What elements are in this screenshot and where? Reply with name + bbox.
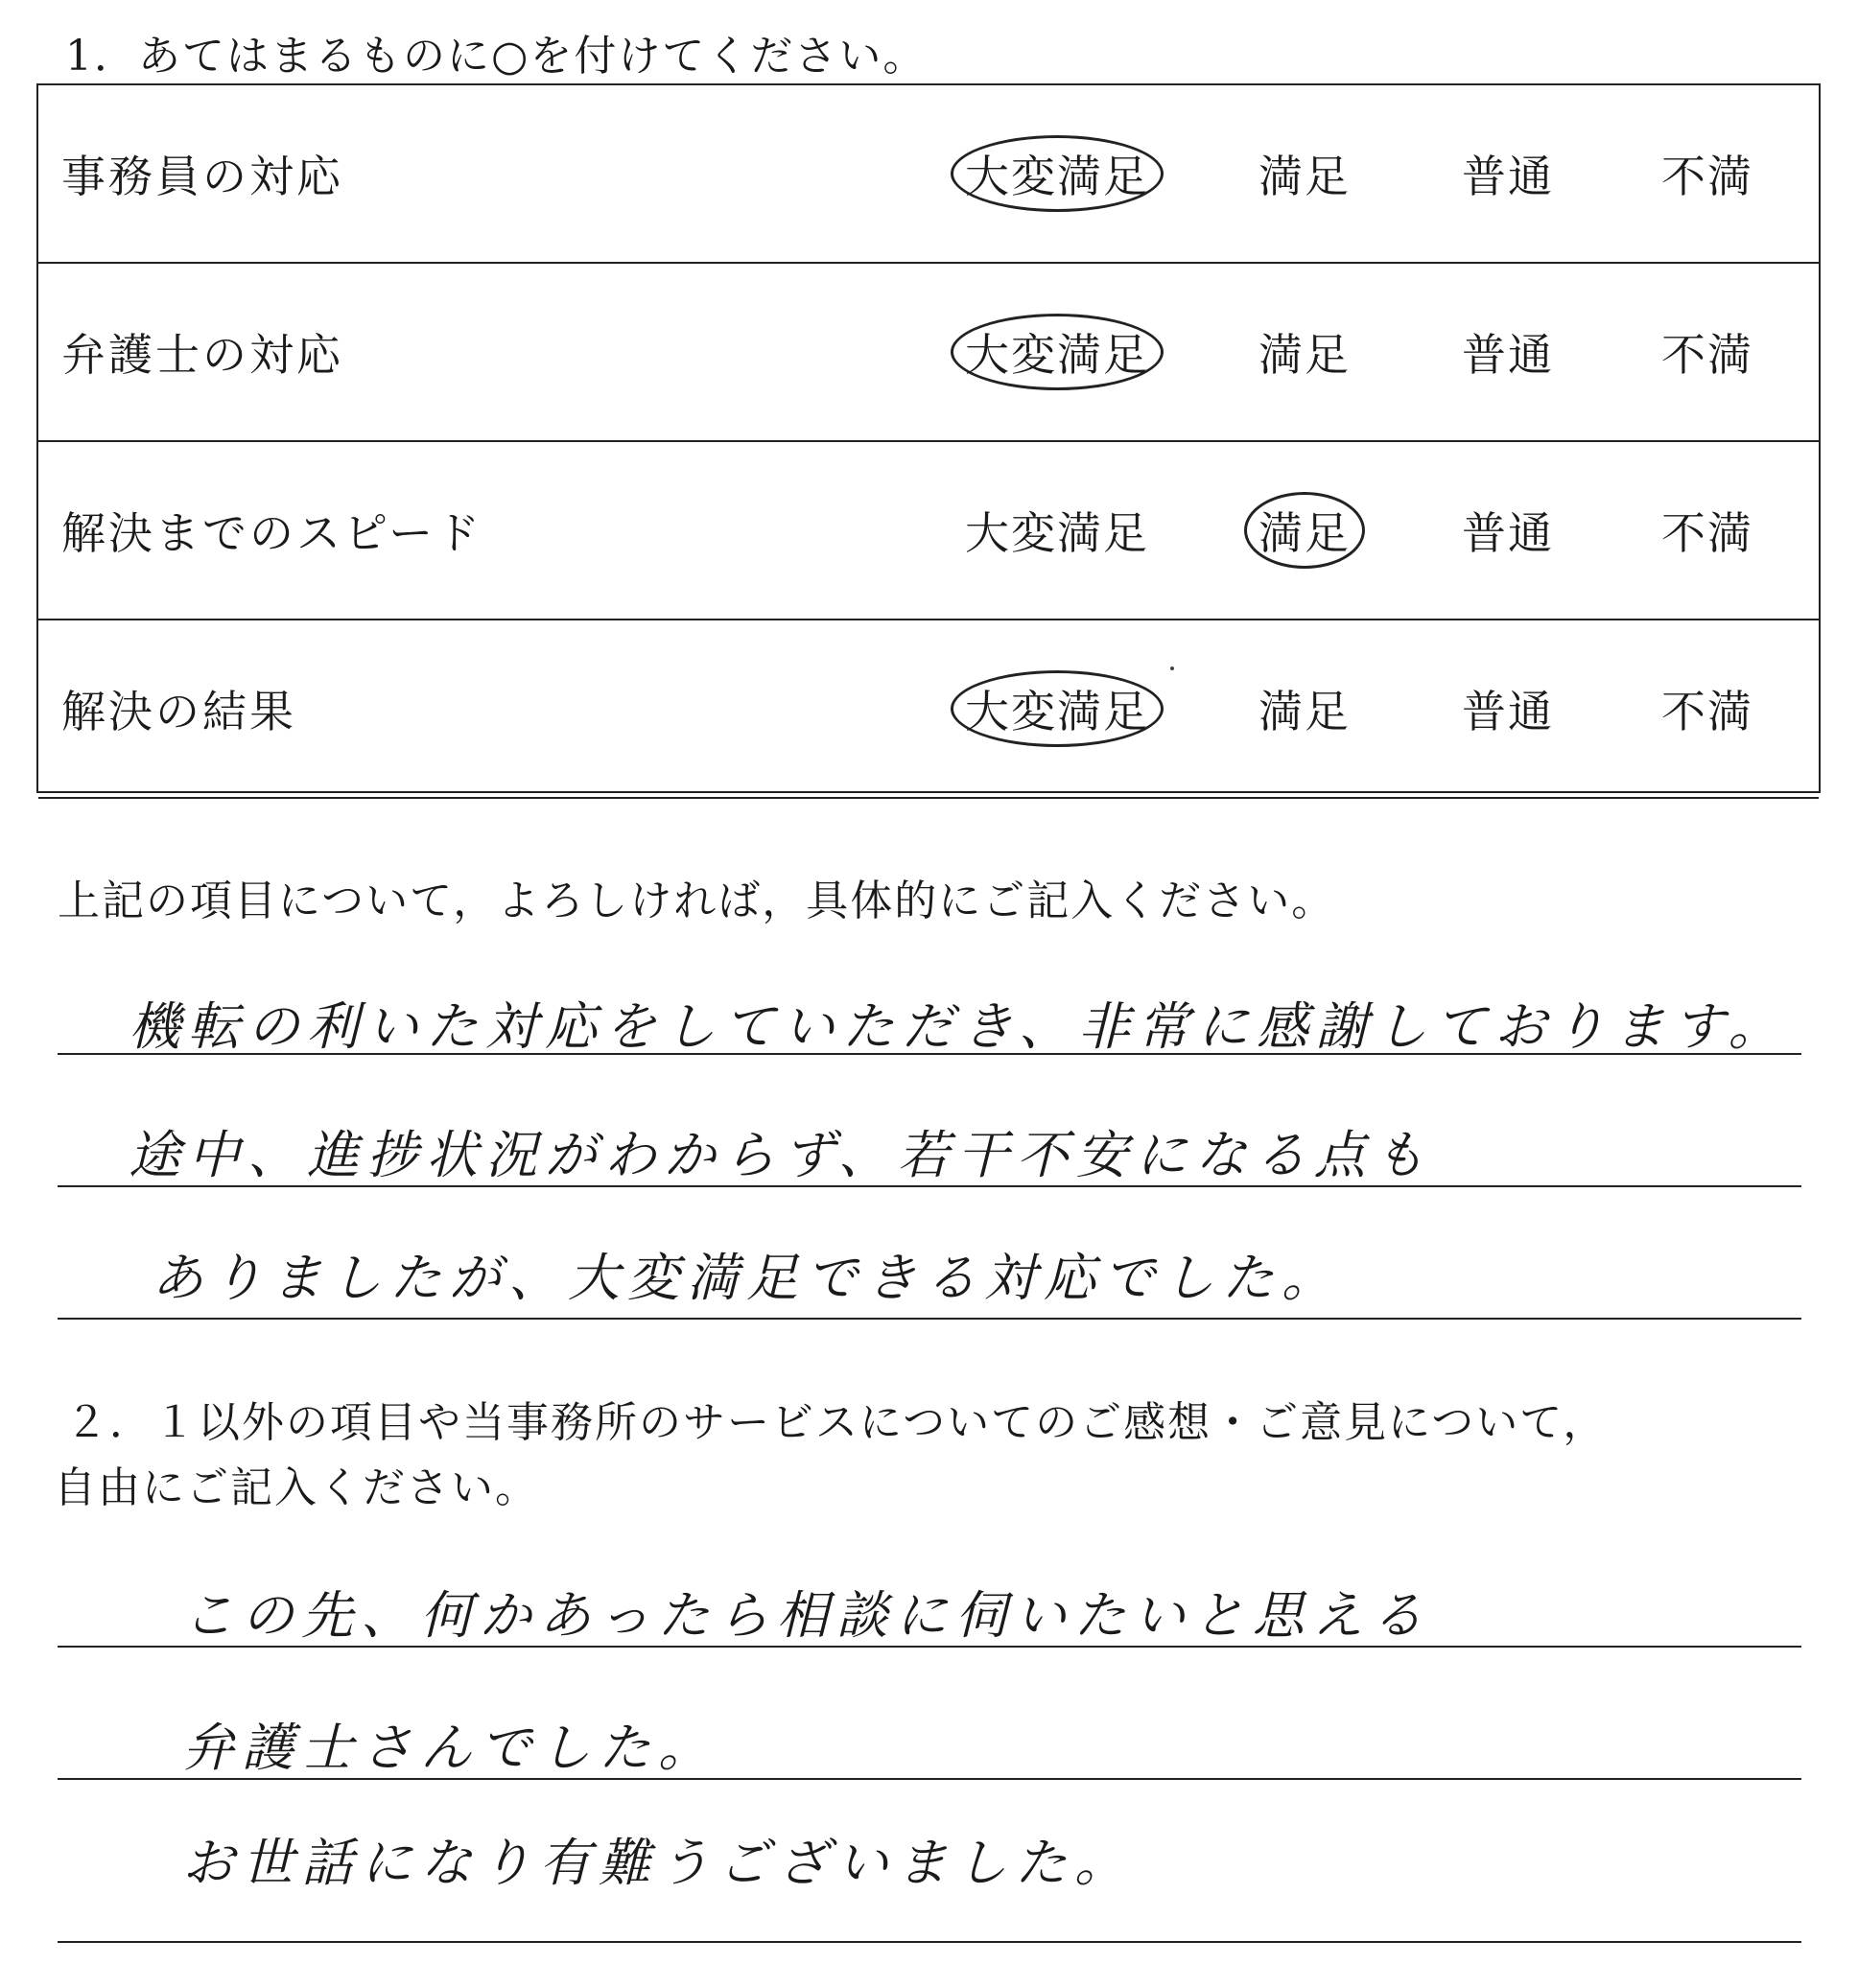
answer-rule-line [58, 1646, 1801, 1648]
answer-rule-line [58, 1318, 1801, 1320]
handwritten-answer-line: この先、何かあったら相談に伺いたいと思える [182, 1585, 1431, 1646]
table-row-speed [38, 442, 1819, 620]
handwritten-answer-line: 途中、進捗状況がわからず、若干不安になる点も [129, 1125, 1433, 1185]
comment-prompt: 上記の項目について，よろしければ，具体的にご記入ください。 [58, 877, 1336, 925]
question-2-heading [54, 1391, 1608, 1521]
question-1-heading: 1．あてはまるものに○を付けてください。 [65, 32, 928, 81]
table-row-lawyer [38, 264, 1819, 442]
option-satisfied[interactable]: 満足 [1258, 151, 1351, 202]
option-very-satisfied[interactable]: 大変満足 [951, 314, 1164, 390]
option-very-satisfied[interactable]: 大変満足 [951, 135, 1164, 212]
option-dissatisfied[interactable]: 不満 [1661, 329, 1753, 381]
option-satisfied[interactable]: 満足 [1258, 329, 1351, 381]
row-label: 弁護士の対応 [61, 329, 343, 381]
option-very-satisfied[interactable]: 大変満足 [951, 670, 1164, 747]
row-label: 解決の結果 [61, 686, 296, 737]
option-satisfied[interactable]: 満足 [1244, 492, 1365, 569]
option-very-satisfied[interactable]: 大変満足 [965, 507, 1149, 559]
table-row-staff [38, 85, 1819, 264]
option-dissatisfied[interactable]: 不満 [1661, 151, 1753, 202]
option-neutral[interactable]: 普通 [1462, 329, 1554, 381]
answer-rule-line [58, 1185, 1801, 1187]
option-neutral[interactable]: 普通 [1462, 507, 1554, 559]
row-label: 解決までのスピード [61, 507, 483, 559]
satisfaction-table [36, 83, 1821, 793]
option-neutral[interactable]: 普通 [1462, 686, 1554, 737]
option-neutral[interactable]: 普通 [1462, 151, 1554, 202]
question-2-heading-line2: 自由にご記入ください。 [54, 1463, 539, 1512]
table-row-result [38, 620, 1819, 799]
option-dissatisfied[interactable]: 不満 [1661, 686, 1753, 737]
row-label: 事務員の対応 [61, 151, 343, 202]
handwritten-answer-line: お世話になり有難うございました。 [182, 1833, 1134, 1893]
question-2-heading-line1: ２．１以外の項目や当事務所のサービスについてのご感想・ご意見について， [65, 1398, 1608, 1447]
option-satisfied[interactable]: 満足 [1258, 686, 1351, 737]
handwritten-answer-line: 機転の利いた対応をしていただき、非常に感謝しております。 [129, 996, 1788, 1057]
handwritten-answer-line: 弁護士さんでした。 [182, 1718, 717, 1778]
answer-rule-line [58, 1053, 1801, 1055]
answer-rule-line [58, 1941, 1801, 1943]
stray-ink-dot [1170, 667, 1174, 670]
option-dissatisfied[interactable]: 不満 [1661, 507, 1753, 559]
handwritten-answer-line: ありましたが、大変満足できる対応でした。 [152, 1248, 1341, 1308]
answer-rule-line [58, 1778, 1801, 1780]
